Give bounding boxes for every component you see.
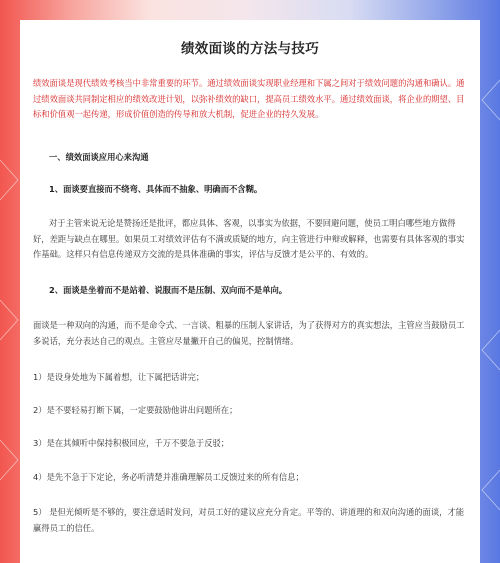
list-item: 4）是先不急于下定论，务必听清楚并准确理解员工反馈过来的所有信息； (33, 472, 304, 482)
body-paragraph-2: 面谈是一种双向的沟通，而不是命令式、一言谈、粗暴的压制人家讲话，为了获得对方的真实想法，主管应当鼓励员工多说话，充分表达自己的观点。主管应尽量撇开自己的偏见，控制情绪。 (33, 320, 465, 346)
subheading-2: 2、面谈是坐着而不是站着、说服而不是压制、双向而不是单向。 (49, 285, 288, 295)
list-item: 1）是设身处地为下属着想，让下属把话讲完； (33, 372, 205, 382)
intro-paragraph: 绩效面谈是现代绩效考核当中非常重要的环节。通过绩效面谈实现职业经理和下属之间对于绩效问题的沟通和确认。通过绩效面谈共同制定相应的绩效改进计划，以弥补绩效的缺口，提高员工绩效水平。通过绩效面谈，将企业的期望、目标和价值观一起传递，形成价值创造的传导和放大机制，促进企业的持久发展。 (33, 78, 465, 119)
document-page (20, 20, 480, 563)
section-heading-1: 一、绩效面谈应用心来沟通 (49, 152, 149, 162)
list-item: 5） 是但光倾听是不够的，要注意适时发问，对员工好的建议应充分肯定。平等的、讲道理的和双向沟通的面谈，才能赢得员工的信任。 (33, 507, 465, 533)
subheading-1: 1、面谈要直接而不绕弯、具体而不抽象、明确而不含糊。 (49, 184, 263, 194)
list-item: 2）是不要轻易打断下属，一定要鼓励他讲出问题所在； (33, 405, 238, 415)
list-item: 3）是在其倾听中保持积极回应，千万不要急于反驳； (33, 438, 230, 448)
body-paragraph-1: 对于主管来说无论是赞扬还是批评，都应具体、客观，以事实为依据，不要回避问题，使员工明白哪些地方做得好，差距与缺点在哪里。如果员工对绩效评估有不满或质疑的地方，向主管进行申辩或解释，也需要有具体客观的事实作基础。这样只有信息传递双方交流的是具体准确的事实，评估与反馈才是公平的、有效的。 (33, 218, 465, 259)
page-title: 绩效面谈的方法与技巧 (181, 41, 319, 57)
